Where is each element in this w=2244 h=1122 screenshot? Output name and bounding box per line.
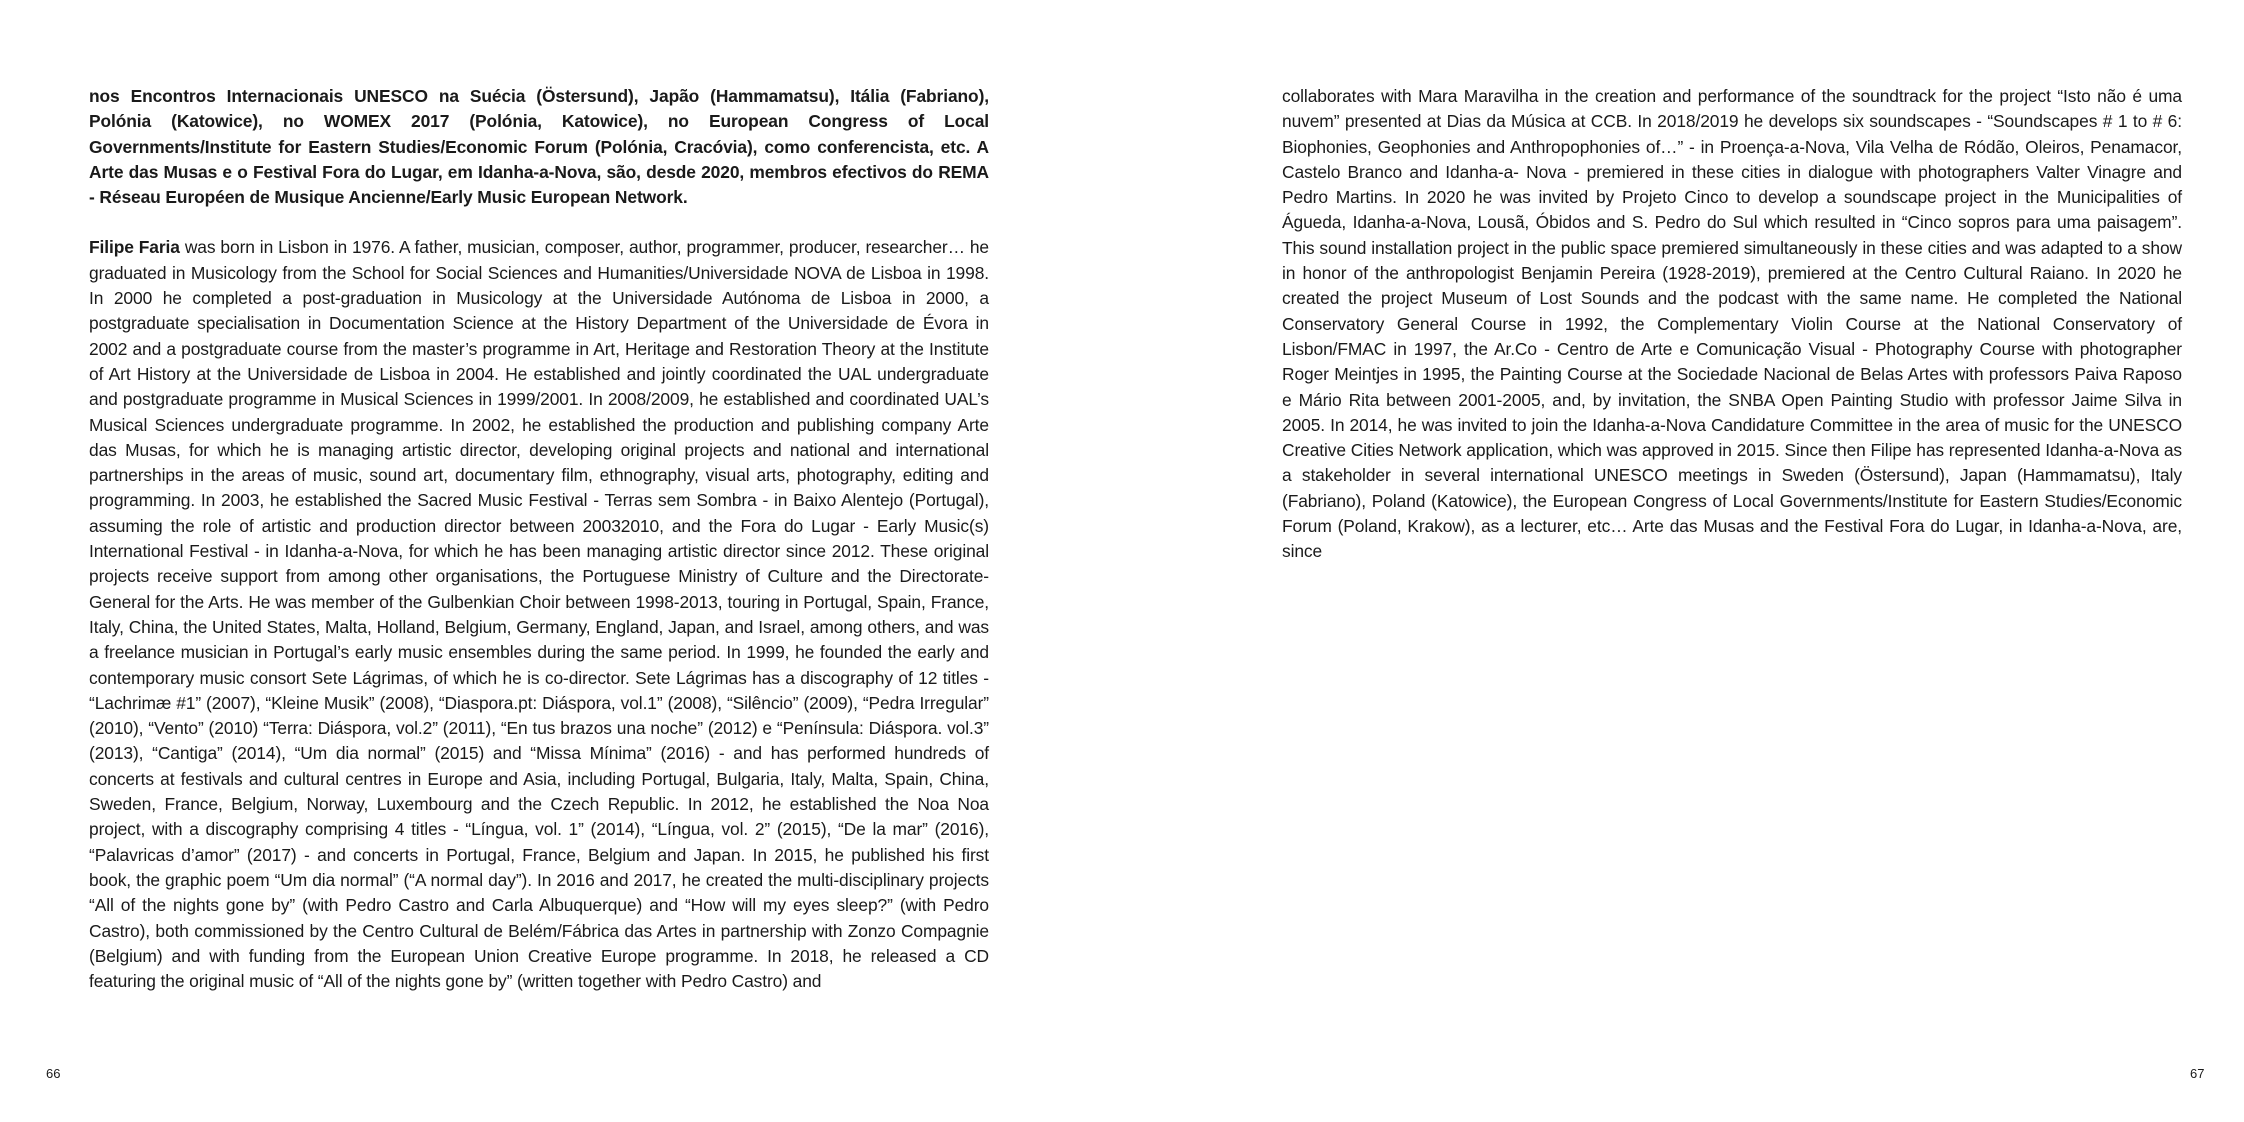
biography-text: was born in Lisbon in 1976. A father, musician, composer, author, programmer, producer, researcher… he graduated in Musicology from the School for Social Sciences and Humanities/Universidade NOVA de Lisboa in 1998. In 2000 he completed a post-graduation in Musicology at the Universidade Autónoma de Lisboa in 2000, a postgraduate specialisation in Documentation Science at the History Department of the Universidade de Évora in 2002 and a postgraduate course from the master’s programme in Art, Heritage and Restoration Theory at the Institute of Art History at the Universidade de Lisboa in 2004. He established and jointly coordinated the UAL undergraduate and postgraduate programme in Musical Sciences in 1999/2001. In 2008/2009, he established and coordinated UAL’s Musical Sciences undergraduate programme. In 2002, he established the production and publishing company Arte das Musas, for which he is managing artistic director, developing original projects and national and international partnerships in the areas of music, sound art, documentary film, ethnography, visual arts, photography, editing and programming. In 2003, he established the Sacred Music Festival - Terras sem Sombra - in Baixo Alentejo (Portugal), assuming the role of artistic and production director between 20032010, and the Fora do Lugar - Early Music(s) International Festival - in Idanha-a-Nova, for which he has been managing artistic director since 2012. These original projects receive support from among other organisations, the Portuguese Ministry of Culture and the Directorate-General for the Arts. He was member of the Gulbenkian Choir between 1998-2013, touring in Portugal, Spain, France, Italy, China, the United States, Malta, Holland, Belgium, Germany, England, Japan, and Israel, among others, and was a freelance musician in Portugal’s early music ensembles during the same period. In 1999, he founded the early and contemporary music consort Sete Lágrimas, of which he is co-director. Sete Lágrimas has a discography of 12 titles - “Lachrimæ #1” (2007), “Kleine Musik” (2008), “Diaspora.pt: Diáspora, vol.1” (2008), “Silêncio” (2009), “Pedra Irregular” (2010), “Vento” (2010) “Terra: Diáspora, vol.2” (2011), “En tus brazos una noche” (2012) e “Península: Diáspora. vol.3” (2013), “Cantiga” (2014), “Um dia normal” (2015) and “Missa Mínima” (2016) - and has performed hundreds of concerts at festivals and cultural centres in Europe and Asia, including Portugal, Bulgaria, Italy, Malta, Spain, China, Sweden, France, Belgium, Norway, Luxembourg and the Czech Republic. In 2012, he established the Noa Noa project, with a discography comprising 4 titles - “Língua, vol. 1” (2014), “Língua, vol. 2” (2015), “De la mar” (2016), “Palavricas d’amor” (2017) - and concerts in Portugal, France, Belgium and Japan. In 2015, he published his first book, the graphic poem “Um dia normal” (“A normal day”). In 2016 and 2017, he created the multi-disciplinary projects “All of the nights gone by” (with Pedro Castro and Carla Albuquerque) and “How will my eyes sleep?” (with Pedro Castro), both commissioned by the Centro Cultural de Belém/Fábrica das Artes in partnership with Zonzo Compagnie (Belgium) and with funding from the European Union Creative Europe programme. In 2018, he released a CD featuring the original music of “All of the nights gone by” (written together with Pedro Castro) and bbox=[89, 237, 989, 992]
biography-paragraph bbox=[89, 235, 989, 994]
biography-name: Filipe Faria bbox=[89, 237, 180, 258]
page-number-right: 67 bbox=[2190, 1066, 2205, 1081]
page-number-left: 66 bbox=[46, 1066, 61, 1081]
continuation-paragraph: collaborates with Mara Maravilha in the creation and performance of the soundtrack for the project “Isto não é uma nuvem” presented at Dias da Música at CCB. In 2018/2019 he develops six soundscapes - “Soundscapes # 1 to # 6: Biophonies, Geophonies and Anthropophonies of…” - in Proença-a-Nova, Vila Velha de Ródão, Oleiros, Penamacor, Castelo Branco and Idanha-a- Nova - premiered in these cities in dialogue with photographers Valter Vinagre and Pedro Martins. In 2020 he was invited by Projeto Cinco to develop a soundscape project in the Municipalities of Águeda, Idanha-a-Nova, Lousã, Óbidos and S. Pedro do Sul which resulted in “Cinco sopros para uma paisagem”. This sound installation project in the public space premiered simultaneously in these cities and was adapted to a show in honor of the anthropologist Benjamin Pereira (1928-2019), premiered at the Centro Cultural Raiano. In 2020 he created the project Museum of Lost Sounds and the podcast with the same name. He completed the National Conservatory General Course in 1992, the Complementary Violin Course at the National Conservatory of Lisbon/FMAC in 1997, the Ar.Co - Centro de Arte e Comunicação Visual - Photography Course with photographer Roger Meintjes in 1995, the Painting Course at the Sociedade Nacional de Belas Artes with professors Paiva Raposo e Mário Rita between 2001-2005, and, by invitation, the SNBA Open Painting Studio with professor Jaime Silva in 2005. In 2014, he was invited to join the Idanha-a-Nova Candidature Committee in the area of music for the UNESCO Creative Cities Network application, which was approved in 2015. Since then Filipe has represented Idanha-a-Nova as a stakeholder in several international UNESCO meetings in Sweden (Östersund), Japan (Hammamatsu), Italy (Fabriano), Poland (Katowice), the European Congress of Local Governments/Institute for Eastern Studies/Economic Forum (Poland, Krakow), as a lecturer, etc… Arte das Musas and the Festival Fora do Lugar, in Idanha-a-Nova, are, since bbox=[1282, 86, 2182, 562]
right-page bbox=[1122, 0, 2244, 1122]
left-text-column bbox=[89, 84, 989, 994]
portuguese-intro-paragraph: nos Encontros Internacionais UNESCO na Suécia (Östersund), Japão (Hammamatsu), Itália (Fabriano), Polónia (Katowice), no WOMEX 2017 (Polónia, Katowice), no European Congress of Local Governments/Institute for Eastern Studies/Economic Forum (Polónia, Cracóvia), como conferencista, etc. A Arte das Musas e o Festival Fora do Lugar, em Idanha-a-Nova, são, desde 2020, membros efectivos do REMA - Réseau Européen de Musique Ancienne/Early Music European Network. bbox=[89, 86, 989, 208]
right-text-column bbox=[1282, 84, 2182, 565]
